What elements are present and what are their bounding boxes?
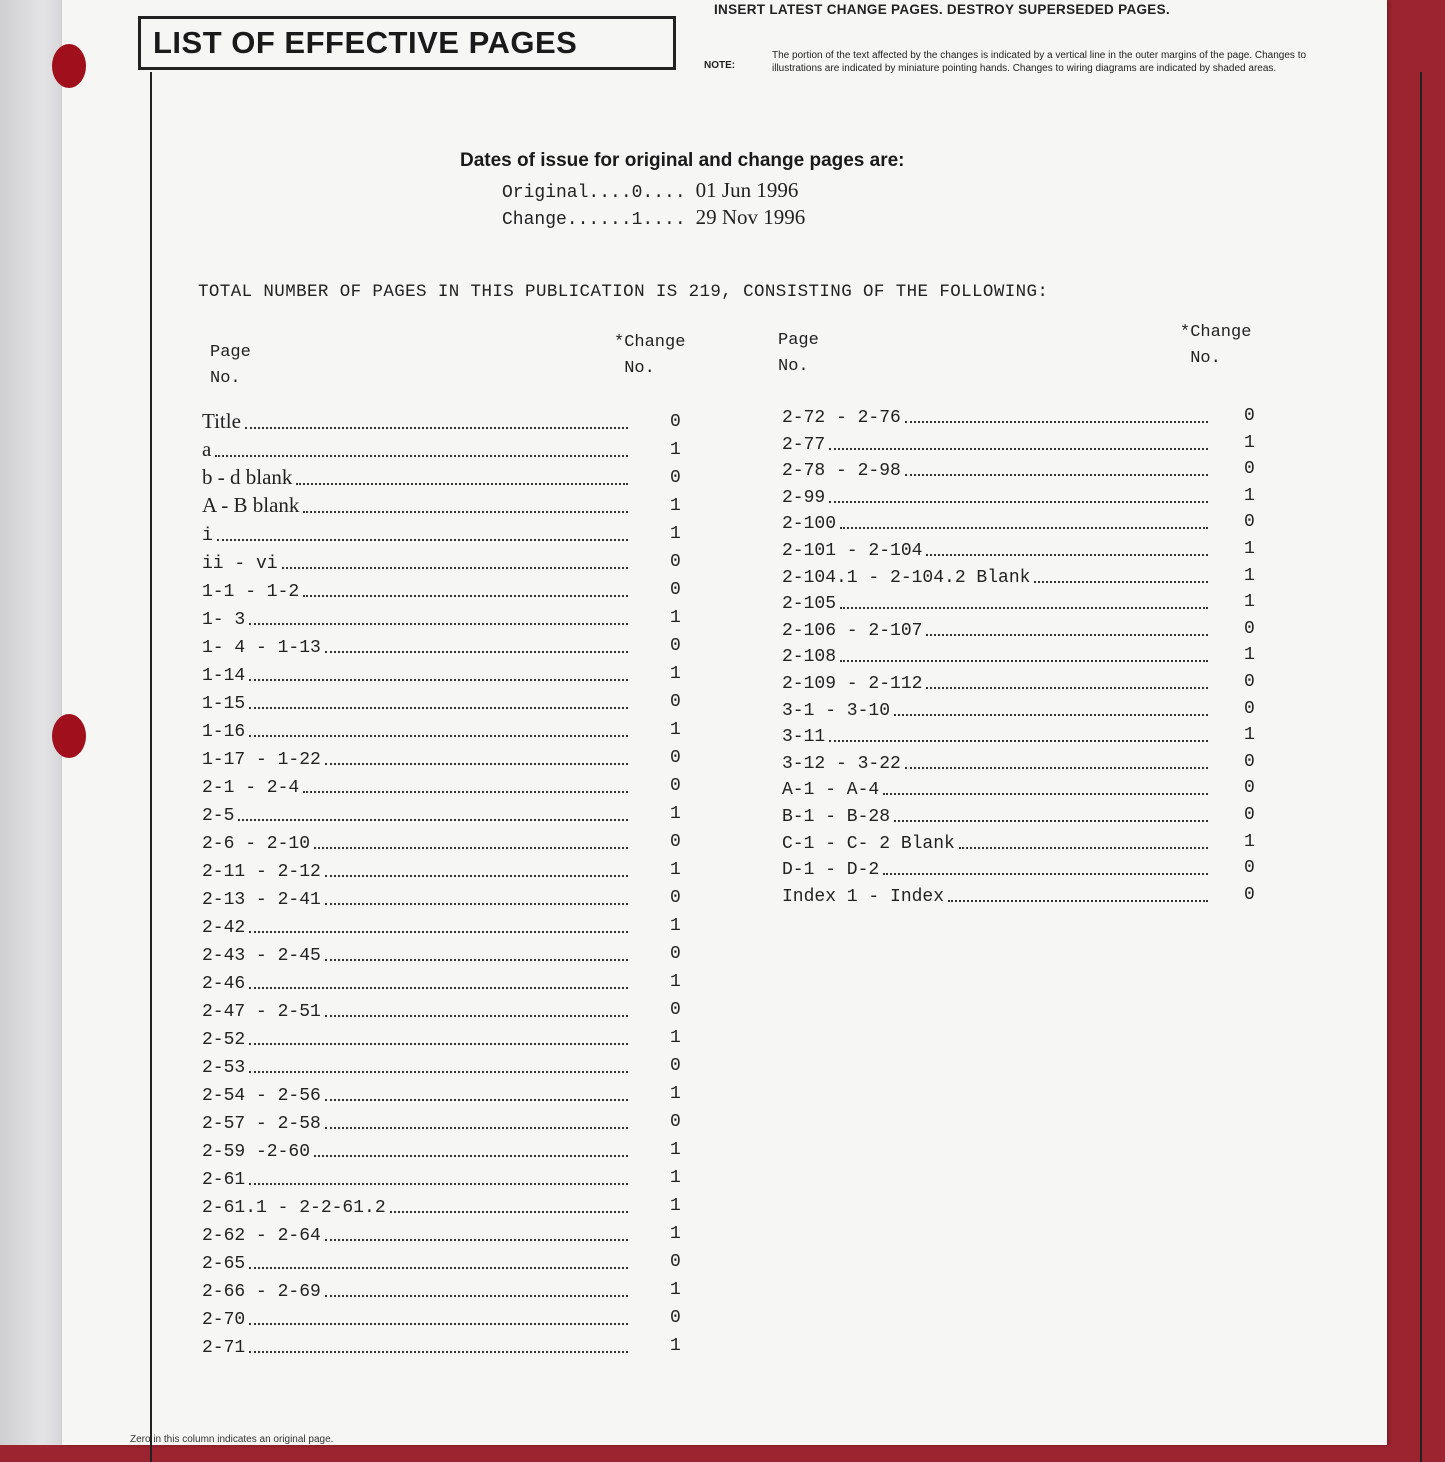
list-item [782,431,1212,455]
dot-leader [249,930,628,933]
change-number: 0 [670,944,681,964]
list-item [202,858,632,882]
dot-leader [249,986,628,989]
page-number: 2-109 - 2-112 [782,674,923,694]
right-page-header: Page No. [778,331,819,376]
dot-leader [325,1098,628,1101]
title-box [138,16,676,70]
note-text: The portion of the text affected by the changes is indicated by a vertical line in the outer margins of the page. Changes to illustrations are indicated by miniature pointing hands. Changes to wiring diagrams are indicated by shaded areas. [772,50,1307,74]
dot-leader [238,818,628,821]
list-item [202,998,632,1022]
list-item [202,606,632,630]
dot-leader [245,426,628,429]
page-number: 2-61 [202,1170,246,1190]
list-item [782,723,1212,747]
change-date: 29 Nov 1996 [695,205,806,229]
list-item [202,746,632,770]
page-number: 2-61.1 - 2-2-61.2 [202,1198,386,1218]
dot-leader [1034,580,1208,583]
dot-leader [840,659,1208,662]
page-number: 3-12 - 3-22 [782,753,901,774]
change-number: 0 [1244,884,1255,905]
dot-leader [282,566,628,569]
change-number: 0 [670,1112,681,1132]
page-number: 2-52 [202,1030,246,1050]
change-number: 0 [670,636,681,656]
insert-note: INSERT LATEST CHANGE PAGES. DESTROY SUPERSEDED PAGES. [714,2,1170,17]
page-number: 1-1 - 1-2 [202,582,300,602]
change-number: 1 [670,1196,681,1216]
list-item [782,590,1212,614]
list-item [202,522,632,546]
page-number: 2-99 [782,487,826,508]
page-number: 1-15 [202,694,246,714]
original-date: 01 Jun 1996 [695,178,799,202]
dot-leader [296,482,628,485]
change-number: 0 [670,412,681,432]
original-date-line [502,178,798,203]
list-item [202,830,632,854]
change-number: 1 [670,664,681,684]
list-item [202,578,632,602]
page-number: 2-100 [782,514,837,535]
page-number: Index 1 - Index [782,886,945,907]
page-number: 2-77 [782,434,826,455]
dot-leader [905,473,1208,476]
dot-leader [215,454,628,457]
page-number: 2-5 [202,806,235,826]
change-number: 0 [1244,512,1255,533]
dot-leader [894,713,1208,716]
binder-hole [52,44,86,88]
dot-leader [249,1322,628,1325]
change-number: 0 [670,692,681,712]
change-number: 0 [670,888,681,908]
dot-leader [840,526,1208,529]
page-number: 2-43 - 2-45 [202,946,321,966]
list-item [202,1278,632,1302]
page-number: b - d blank [202,466,293,489]
footer-note: Zero in this column indicates an original page. [130,1434,334,1445]
page-number: 2-6 - 2-10 [202,834,311,854]
change-number: 0 [670,1000,681,1020]
dot-leader [249,1182,628,1185]
dot-leader [249,734,628,737]
dot-leader [325,902,628,905]
page-number: D-1 - D-2 [782,860,880,881]
dot-leader [217,538,628,541]
page-number: 2-42 [202,918,246,938]
list-item [202,914,632,938]
page-number: B-1 - B-28 [782,807,891,827]
list-item [202,1250,632,1274]
dot-leader [325,1294,628,1297]
list-item [202,634,632,658]
page-number: 2-59 -2-60 [202,1142,311,1162]
page-number: 2-47 - 2-51 [202,1002,321,1022]
dot-leader [883,872,1208,875]
list-item [202,438,632,462]
page-number: 2-71 [202,1338,246,1358]
page-number: 2-101 - 2-104 [782,541,923,561]
dot-leader [926,553,1208,556]
list-item [202,1054,632,1078]
change-number: 1 [1244,539,1255,559]
page-number: a [202,438,212,461]
page-number: 2-106 - 2-107 [782,620,923,641]
change-number: 0 [670,1308,681,1328]
change-number: 0 [1244,778,1255,799]
list-item [202,1222,632,1246]
page-number: 3-11 [782,727,826,748]
change-number: 0 [670,832,681,852]
change-number: 1 [670,1280,681,1300]
list-item [202,1082,632,1106]
dot-leader [249,1042,628,1045]
dot-leader [249,706,628,709]
left-change-header: *Change No. [614,333,686,378]
list-item [782,750,1212,774]
left-page-header: Page No. [210,343,251,388]
change-number: 0 [670,776,681,796]
page-number: 2-104.1 - 2-104.2 Blank [782,567,1031,588]
list-item [782,564,1212,588]
change-number: 0 [670,580,681,600]
list-item [202,802,632,826]
change-number: 1 [670,496,681,516]
dot-leader [249,1070,628,1073]
document-page [62,0,1387,1445]
change-number: 1 [1244,831,1255,852]
change-number: 0 [1244,459,1255,480]
list-item [782,776,1212,800]
page-number: 1- 3 [202,610,246,630]
page-number: 3-1 - 3-10 [782,700,891,721]
change-number: 0 [1244,672,1255,692]
change-number: 0 [1244,858,1255,879]
page-number: 2-46 [202,974,246,994]
dot-leader [325,874,628,877]
page-number: 2-62 - 2-64 [202,1226,321,1246]
change-number: 1 [670,720,681,740]
change-number: 0 [670,1252,681,1272]
dot-leader [249,1266,628,1269]
change-label: Change......1.... [502,210,686,230]
page-number: 1-14 [202,666,246,686]
list-item [782,697,1212,721]
list-item [782,484,1212,508]
dot-leader [926,686,1208,689]
change-number: 0 [670,1056,681,1076]
total-pages-line: TOTAL NUMBER OF PAGES IN THIS PUBLICATION IS 219, CONSISTING OF THE FOLLOWING: [198,282,1049,302]
binder-edge [0,0,62,1445]
page-number: 2-105 [782,594,837,615]
page-number: 2-78 - 2-98 [782,461,901,482]
change-number: 1 [1244,565,1255,586]
dot-leader [829,739,1208,742]
dot-leader [325,650,628,653]
list-item [782,830,1212,854]
dot-leader [303,594,628,597]
dot-leader [948,899,1208,902]
list-item [202,1166,632,1190]
page-number: A-1 - A-4 [782,780,880,801]
dot-leader [303,510,628,513]
page-number: 2-65 [202,1254,246,1274]
list-item [202,662,632,686]
dot-leader [883,792,1208,795]
note-label: NOTE: [704,60,736,71]
change-number: 1 [1244,725,1255,746]
dot-leader [905,766,1208,769]
change-number: 1 [670,916,681,936]
change-number: 0 [1244,618,1255,639]
list-item [782,803,1212,827]
dot-leader [959,846,1208,849]
change-number: 0 [1244,698,1255,719]
page-number: 1-16 [202,722,246,742]
list-item [782,404,1212,428]
change-number: 1 [670,1336,681,1356]
list-item [202,942,632,966]
list-item [202,886,632,910]
list-item [202,550,632,574]
dot-leader [314,1154,628,1157]
binder-hole [52,714,86,758]
change-number: 0 [1244,406,1255,426]
page-number: 2-11 - 2-12 [202,862,321,882]
list-item [202,1138,632,1162]
change-number: 0 [1244,805,1255,825]
dot-leader [325,1014,628,1017]
dot-leader [325,1126,628,1129]
change-number: 1 [670,972,681,992]
page-number: 2-108 [782,647,837,668]
change-number: 0 [1244,751,1255,772]
change-number: 1 [1244,485,1255,506]
list-item [202,690,632,714]
page-number: 2-54 - 2-56 [202,1086,321,1106]
change-number: 1 [1244,432,1255,453]
list-item [202,1026,632,1050]
page-number: i [202,526,213,546]
list-item [202,466,632,490]
list-item [202,1194,632,1218]
list-item [782,643,1212,667]
dot-leader [894,819,1208,822]
page-number: 2-70 [202,1310,246,1330]
change-number: 1 [1244,645,1255,666]
list-item [782,457,1212,481]
page-number: 2-57 - 2-58 [202,1114,321,1134]
change-number: 0 [670,748,681,768]
page-number: 2-13 - 2-41 [202,890,321,910]
list-item [202,1110,632,1134]
dot-leader [829,447,1208,450]
dot-leader [303,790,628,793]
change-number: 1 [670,524,681,544]
dot-leader [926,633,1208,636]
list-item [782,617,1212,641]
page-number: 1- 4 - 1-13 [202,638,321,658]
dot-leader [325,1238,628,1241]
dot-leader [314,846,628,849]
list-item [202,1306,632,1330]
dot-leader [840,606,1208,609]
dot-leader [325,762,628,765]
list-item [202,718,632,742]
list-item [202,774,632,798]
dot-leader [829,500,1208,503]
page-number: 2-66 - 2-69 [202,1282,321,1302]
change-number: 1 [670,804,681,824]
list-item [782,856,1212,880]
original-label: Original....0.... [502,183,686,203]
page-number: ii - vi [202,554,278,574]
change-number: 0 [670,468,681,488]
change-number: 1 [670,608,681,628]
list-item [782,537,1212,561]
change-number: 1 [670,1084,681,1104]
dot-leader [325,958,628,961]
change-number: 1 [670,1168,681,1188]
change-number: 1 [670,440,681,460]
list-item [202,1334,632,1358]
change-number: 1 [670,1224,681,1244]
dot-leader [905,420,1208,423]
list-item [202,494,632,518]
dot-leader [249,1350,628,1353]
change-number: 0 [670,552,681,572]
change-number: 1 [670,1140,681,1160]
page-number: Title [202,410,241,433]
page-number: 2-53 [202,1058,246,1078]
list-item [202,970,632,994]
page-title: LIST OF EFFECTIVE PAGES [153,25,578,60]
page-number: 1-17 - 1-22 [202,750,321,770]
dot-leader [249,622,628,625]
change-number: 1 [670,1028,681,1048]
dot-leader [390,1210,628,1213]
dot-leader [249,678,628,681]
dates-heading: Dates of issue for original and change pages are: [460,150,905,171]
list-item [782,670,1212,694]
change-date-line [502,205,805,230]
right-change-header: *Change No. [1180,323,1252,368]
change-number: 1 [1244,592,1255,613]
page-number: 2-1 - 2-4 [202,778,300,798]
list-item [202,410,632,434]
list-item [782,883,1212,907]
list-item [782,510,1212,534]
change-number: 1 [670,860,681,880]
page-number: C-1 - C- 2 Blank [782,833,955,854]
page-number: A - B blank [202,494,300,517]
page-number: 2-72 - 2-76 [782,408,901,428]
